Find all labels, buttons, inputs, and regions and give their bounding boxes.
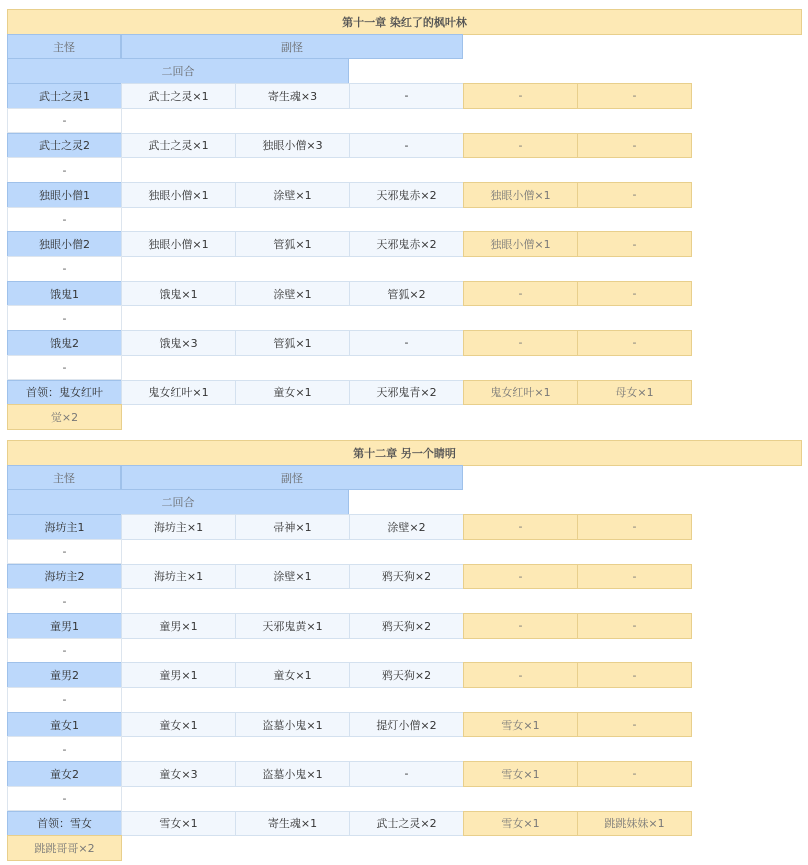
sub-monster-cell: 天邪鬼黄×1: [235, 613, 350, 639]
round2-cell: -: [7, 786, 122, 812]
main-monster-cell: 首领：雪女: [7, 811, 122, 837]
round2-cell: -: [7, 256, 122, 282]
sub-monster-cell: 鬼女红叶×1: [463, 380, 578, 406]
sub-monster-cell: 雪女×1: [463, 761, 578, 787]
sub-monster-cell: 涂壁×1: [235, 564, 350, 590]
sub-monster-cell: -: [577, 564, 692, 590]
main-monster-cell: 海坊主1: [7, 514, 122, 540]
main-monster-cell: 童男1: [7, 613, 122, 639]
main-monster-cell: 武士之灵1: [7, 83, 122, 109]
sub-monster-cell: -: [463, 281, 578, 307]
sub-monster-cell: 管狐×1: [235, 330, 350, 356]
sub-monster-cell: -: [349, 761, 464, 787]
sub-monster-cell: 提灯小僧×2: [349, 712, 464, 738]
round2-cell: -: [7, 736, 122, 762]
sub-monster-cell: 管狐×2: [349, 281, 464, 307]
sub-monster-cell: 跳跳妹妹×1: [577, 811, 692, 837]
sub-monster-cell: 童女×1: [235, 662, 350, 688]
sub-monster-cell: 管狐×1: [235, 231, 350, 257]
main-monster-cell: 武士之灵2: [7, 133, 122, 159]
header-sub-monster: 副怪: [121, 465, 463, 491]
main-monster-cell: 饿鬼1: [7, 281, 122, 307]
main-monster-cell: 童男2: [7, 662, 122, 688]
sub-monster-cell: -: [577, 83, 692, 109]
main-monster-cell: 独眼小僧2: [7, 231, 122, 257]
sub-monster-cell: -: [463, 330, 578, 356]
sub-monster-cell: -: [577, 712, 692, 738]
sub-monster-cell: 独眼小僧×1: [463, 182, 578, 208]
sub-monster-cell: 童男×1: [121, 662, 236, 688]
sub-monster-cell: 童女×1: [121, 712, 236, 738]
header-round2: 二回合: [7, 58, 349, 84]
round2-cell: -: [7, 207, 122, 233]
sub-monster-cell: 武士之灵×1: [121, 133, 236, 159]
sub-monster-cell: 涂壁×2: [349, 514, 464, 540]
sub-monster-cell: 寄生魂×3: [235, 83, 350, 109]
sub-monster-cell: 鸦天狗×2: [349, 613, 464, 639]
sub-monster-cell: 盗墓小鬼×1: [235, 712, 350, 738]
sub-monster-cell: -: [577, 613, 692, 639]
sub-monster-cell: -: [577, 761, 692, 787]
main-monster-cell: 独眼小僧1: [7, 182, 122, 208]
sub-monster-cell: 鸦天狗×2: [349, 662, 464, 688]
chapter-title: 第十二章 另一个睛明: [7, 440, 802, 466]
sub-monster-cell: -: [349, 133, 464, 159]
round2-cell: -: [7, 157, 122, 183]
sub-monster-cell: 鸦天狗×2: [349, 564, 464, 590]
round2-cell: -: [7, 305, 122, 331]
sub-monster-cell: -: [577, 133, 692, 159]
sub-monster-cell: -: [463, 613, 578, 639]
header-round2: 二回合: [7, 489, 349, 515]
sub-monster-cell: -: [577, 231, 692, 257]
sub-monster-cell: -: [463, 83, 578, 109]
sub-monster-cell: -: [463, 133, 578, 159]
sub-monster-cell: -: [463, 514, 578, 540]
round2-cell: -: [7, 539, 122, 565]
round2-cell: -: [7, 638, 122, 664]
sub-monster-cell: 独眼小僧×1: [121, 182, 236, 208]
sub-monster-cell: 饿鬼×1: [121, 281, 236, 307]
round2-cell: -: [7, 355, 122, 381]
header-sub-monster: 副怪: [121, 34, 463, 60]
sub-monster-cell: 天邪鬼青×2: [349, 380, 464, 406]
main-monster-cell: 海坊主2: [7, 564, 122, 590]
sub-monster-cell: 雪女×1: [121, 811, 236, 837]
sub-monster-cell: 涂壁×1: [235, 182, 350, 208]
sub-monster-cell: 武士之灵×1: [121, 83, 236, 109]
sub-monster-cell: 盗墓小鬼×1: [235, 761, 350, 787]
round2-cell: 觉×2: [7, 404, 122, 430]
header-main-monster: 主怪: [7, 34, 121, 60]
sub-monster-cell: -: [577, 514, 692, 540]
round2-cell: 跳跳哥哥×2: [7, 835, 122, 861]
sub-monster-cell: 寄生魂×1: [235, 811, 350, 837]
sub-monster-cell: -: [349, 83, 464, 109]
round2-cell: -: [7, 687, 122, 713]
main-monster-cell: 童女2: [7, 761, 122, 787]
header-main-monster: 主怪: [7, 465, 121, 491]
main-monster-cell: 首领：鬼女红叶: [7, 380, 122, 406]
sub-monster-cell: 童女×1: [235, 380, 350, 406]
sub-monster-cell: -: [577, 662, 692, 688]
sub-monster-cell: 独眼小僧×3: [235, 133, 350, 159]
chapter-title: 第十一章 染红了的枫叶林: [7, 9, 802, 35]
sub-monster-cell: 帚神×1: [235, 514, 350, 540]
sub-monster-cell: 饿鬼×3: [121, 330, 236, 356]
sub-monster-cell: 童女×3: [121, 761, 236, 787]
sub-monster-cell: 童男×1: [121, 613, 236, 639]
main-monster-cell: 童女1: [7, 712, 122, 738]
round2-cell: -: [7, 108, 122, 134]
round2-cell: -: [7, 588, 122, 614]
sub-monster-cell: -: [577, 182, 692, 208]
sub-monster-cell: 天邪鬼赤×2: [349, 231, 464, 257]
sub-monster-cell: 海坊主×1: [121, 514, 236, 540]
sub-monster-cell: -: [463, 662, 578, 688]
sub-monster-cell: -: [463, 564, 578, 590]
sub-monster-cell: 武士之灵×2: [349, 811, 464, 837]
sub-monster-cell: 海坊主×1: [121, 564, 236, 590]
sub-monster-cell: 鬼女红叶×1: [121, 380, 236, 406]
sub-monster-cell: 雪女×1: [463, 712, 578, 738]
sub-monster-cell: 独眼小僧×1: [463, 231, 578, 257]
main-monster-cell: 饿鬼2: [7, 330, 122, 356]
sub-monster-cell: -: [349, 330, 464, 356]
sub-monster-cell: 天邪鬼赤×2: [349, 182, 464, 208]
sub-monster-cell: 涂壁×1: [235, 281, 350, 307]
sub-monster-cell: 独眼小僧×1: [121, 231, 236, 257]
sub-monster-cell: 母女×1: [577, 380, 692, 406]
sub-monster-cell: -: [577, 281, 692, 307]
sub-monster-cell: 雪女×1: [463, 811, 578, 837]
sub-monster-cell: -: [577, 330, 692, 356]
